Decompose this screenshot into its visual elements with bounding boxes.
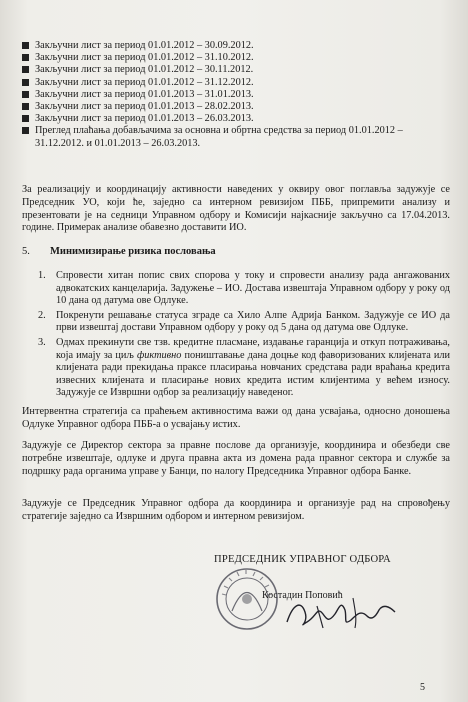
page-number: 5 [420, 682, 425, 693]
square-bullet-icon [22, 91, 29, 98]
list-item: 2. Покренути решавање статуса зграде са Хило Алпе Адрија Банком. Задужује се ИО да први извештај достави Управном одбору у року од 5 дана од датума ове Одлуке. [38, 309, 450, 334]
list-item: Преглед плаћања добављачима за основна и обртна средства за период 01.01.2012 – [22, 125, 452, 137]
list-item: Закључни лист за период 01.01.2012 – 31.12.2012. [22, 77, 452, 89]
square-bullet-icon [22, 103, 29, 110]
list-item: 1. Спровести хитан попис свих спорова у току и спровести анализу рада ангажованих адвокатских канцеларија. Задужење – ИО. Достава извештаја Управном одбору у року од 10 дана од датума ове Одлуке. [38, 270, 450, 307]
signatory-name: Костадин Поповић [262, 590, 343, 601]
list-item: 3. Одмах прекинути све тзв. кредитне пласмане, издавање гаранција и откуп потраживања, која имају за циљ фиктивно поништавање дана доцње код фаворизованих клијената или клијената ради прекидања праксе пласирања новчаних средстава ради враћања кредита извесних клијената и пласирање нових кредита истим клијентима у већем износу. Задужује се Извршни одбор за реализацију наведеног. [38, 336, 450, 399]
square-bullet-icon [22, 79, 29, 86]
signatory-title: ПРЕДСЕДНИК УПРАВНОГ ОДБОРА [214, 554, 391, 565]
list-item: Закључни лист за период 01.01.2013 – 26.03.2013. [22, 113, 452, 125]
paragraph-director: Задужује се Директор сектора за правне послове да организује, координира и обезбеди све потребне извештаје, одлуке и друга правна акта из домена рада правног сектора и службе за подршку рада органима управе у Банци, по налогу Председника Управног одбора Банке. [22, 440, 450, 477]
paragraph-realization: За реализацију и координацију активности наведених у оквиру овог поглавља задужује се Председник УО, који ће, заједно са интерном ревизијом ПББ, припремити анализу и презентовати је на седници Управном одбору и Комисији најкасније закључно са 17.04.2013. године. Примерак анализе обавезно доставити ИО. [22, 184, 450, 234]
square-bullet-icon [22, 115, 29, 122]
list-item: Закључни лист за период 01.01.2012 – 30.09.2012. [22, 40, 452, 52]
list-item: Закључни лист за период 01.01.2013 – 31.01.2013. [22, 89, 452, 101]
emphasis-text: фиктивно [136, 349, 182, 361]
list-item-continuation: 31.12.2012. и 01.01.2013 – 26.03.2013. [35, 137, 201, 149]
list-item: Закључни лист за период 01.01.2012 – 30.11.2012. [22, 64, 452, 76]
paragraph-president: Задужује се Председник Управног одбора да координира и организује рад на спровођењу стратегије заједно са Извршним одбором и интерном ревизијом. [22, 498, 450, 522]
statement-list [22, 40, 452, 150]
list-item: Закључни лист за период 01.01.2012 – 31.10.2012. [22, 52, 452, 64]
square-bullet-icon [22, 66, 29, 73]
paragraph-strategy: Интервентна стратегија са праћењем активностима важи од дана усвајања, односно доношења Одлуке Управног одбора ПББ-а о усвајању истих. [22, 406, 450, 430]
section-title: Минимизирање ризика пословања [50, 246, 216, 257]
section-heading [22, 246, 216, 257]
square-bullet-icon [22, 42, 29, 49]
list-item: Закључни лист за период 01.01.2013 – 28.02.2013. [22, 101, 452, 113]
handwritten-signature-icon [283, 592, 403, 632]
square-bullet-icon [22, 54, 29, 61]
section-number: 5. [22, 246, 30, 257]
square-bullet-icon [22, 127, 29, 134]
numbered-list [38, 270, 450, 402]
